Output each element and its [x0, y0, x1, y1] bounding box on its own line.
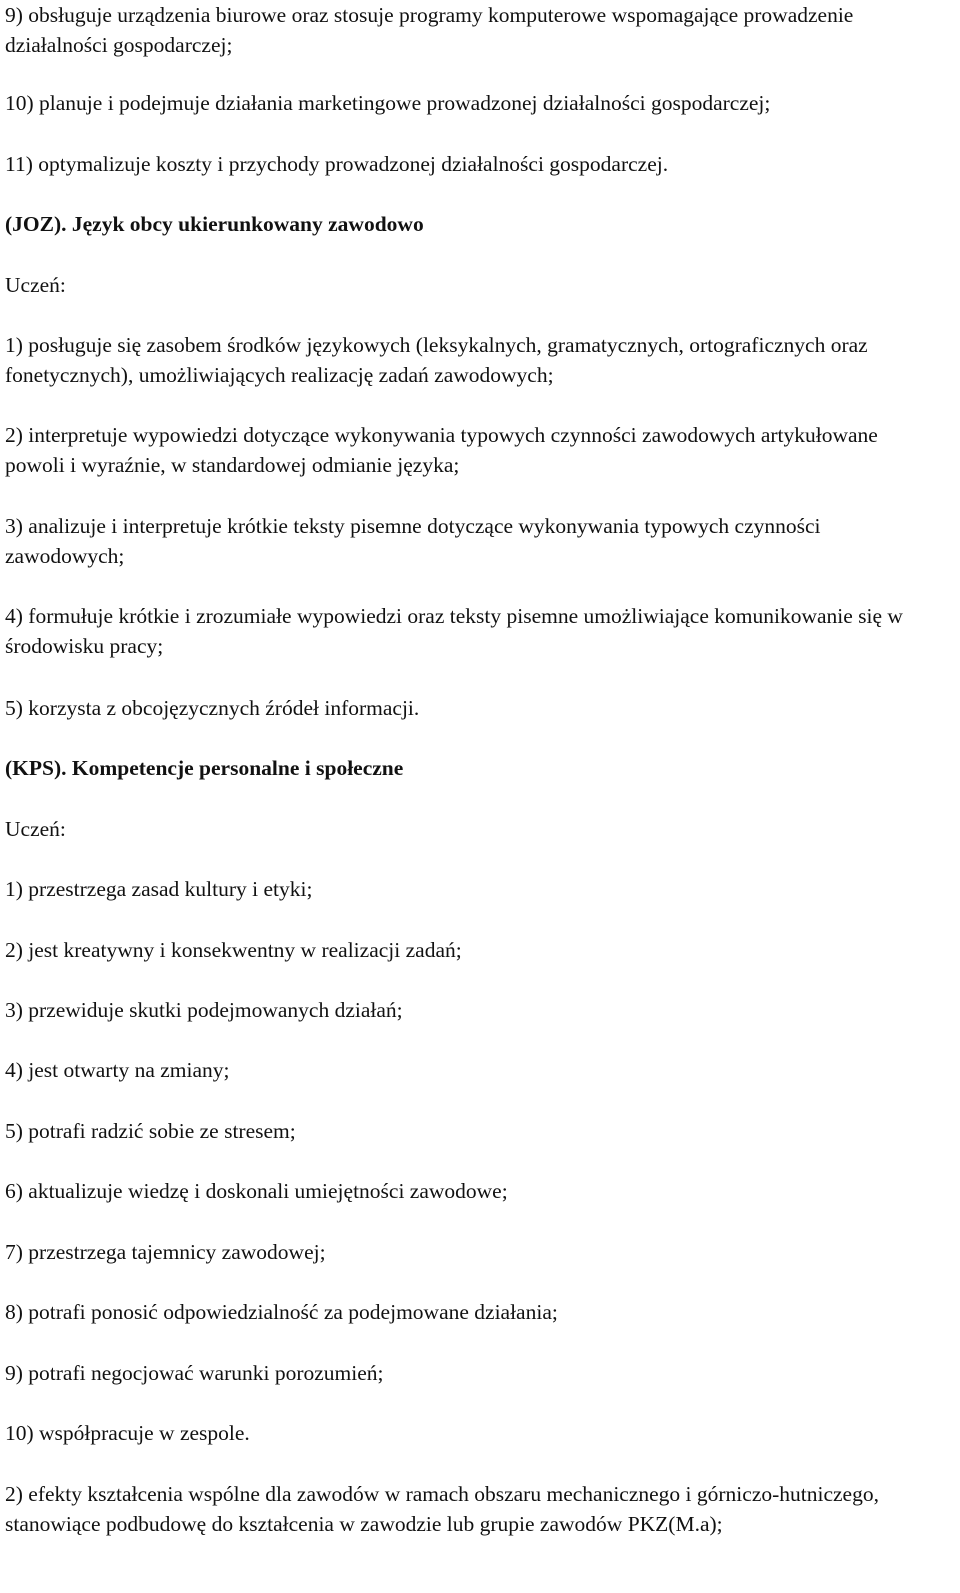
section-heading-joz — [5, 209, 942, 239]
kps-item-3: 3) przewiduje skutki podejmowanych działań; — [5, 998, 403, 1022]
section-intro-joz: Uczeń: — [5, 273, 66, 297]
kps-item-2: 2) jest kreatywny i konsekwentny w realizacji zadań; — [5, 938, 462, 962]
list-item-11: 11) optymalizuje koszty i przychody prowadzonej działalności gospodarczej. — [5, 152, 669, 176]
section-heading-kps — [5, 753, 942, 783]
kps-item-4: 4) jest otwarty na zmiany; — [5, 1058, 230, 1082]
footer-item: 2) efekty kształcenia wspólne dla zawodów w ramach obszaru mechanicznego i górniczo-hutniczego, stanowiące podbudowę do kształcenia w zawodzie lub grupie zawodów PKZ(M.a); — [5, 1482, 879, 1536]
joz-item-1: 1) posługuje się zasobem środków językowych (leksykalnych, gramatycznych, ortograficznych oraz fonetycznych), umożliwiających realizację zadań zawodowych; — [5, 333, 868, 387]
list-item-10: 10) planuje i podejmuje działania marketingowe prowadzonej działalności gospodarczej; — [5, 91, 771, 115]
kps-item-6: 6) aktualizuje wiedzę i doskonali umiejętności zawodowe; — [5, 1179, 508, 1203]
section-title-joz: Język obcy ukierunkowany zawodowo — [71, 212, 424, 236]
section-code-joz: (JOZ). — [5, 212, 67, 236]
joz-item-5: 5) korzysta z obcojęzycznych źródeł informacji. — [5, 696, 420, 720]
joz-item-2: 2) interpretuje wypowiedzi dotyczące wykonywania typowych czynności zawodowych artykułowane powoli i wyraźnie, w standardowej odmianie języka; — [5, 423, 878, 477]
list-item-9: 9) obsługuje urządzenia biurowe oraz stosuje programy komputerowe wspomagające prowadzenie działalności gospodarczej; — [5, 3, 854, 57]
kps-item-5: 5) potrafi radzić sobie ze stresem; — [5, 1119, 296, 1143]
section-intro-kps: Uczeń: — [5, 817, 66, 841]
joz-item-3: 3) analizuje i interpretuje krótkie teksty pisemne dotyczące wykonywania typowych czynności zawodowych; — [5, 514, 821, 568]
kps-item-8: 8) potrafi ponosić odpowiedzialność za podejmowane działania; — [5, 1300, 558, 1324]
kps-item-7: 7) przestrzega tajemnicy zawodowej; — [5, 1240, 326, 1264]
kps-item-1: 1) przestrzega zasad kultury i etyki; — [5, 877, 313, 901]
joz-item-4: 4) formułuje krótkie i zrozumiałe wypowiedzi oraz teksty pisemne umożliwiające komunikowanie się w środowisku pracy; — [5, 604, 903, 658]
section-code-kps: (KPS). — [5, 756, 67, 780]
kps-item-9: 9) potrafi negocjować warunki porozumień; — [5, 1361, 384, 1385]
kps-item-10: 10) współpracuje w zespole. — [5, 1421, 250, 1445]
section-title-kps: Kompetencje personalne i społeczne — [71, 756, 404, 780]
